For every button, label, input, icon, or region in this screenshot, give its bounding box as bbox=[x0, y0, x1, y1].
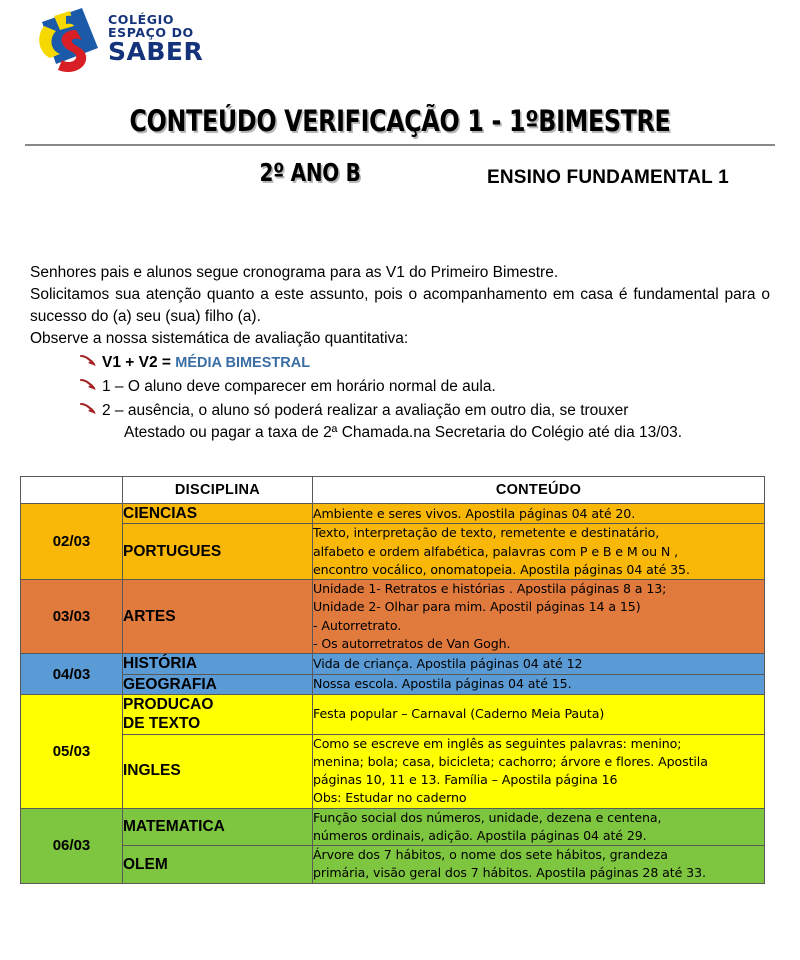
discipline-line: PORTUGUES bbox=[123, 543, 222, 561]
evaluation-rules-list bbox=[80, 352, 780, 446]
cell-date: 02/03 bbox=[21, 504, 123, 580]
title-divider bbox=[25, 144, 775, 146]
school-logo bbox=[30, 6, 330, 86]
content-line: primária, visão geral dos 7 hábitos. Apostila páginas 28 até 33. bbox=[313, 865, 706, 881]
content-line: Árvore dos 7 hábitos, o nome dos sete hábitos, grandeza bbox=[313, 847, 668, 863]
logo-mark-icon bbox=[30, 6, 102, 78]
cell-discipline bbox=[123, 524, 313, 580]
cell-discipline bbox=[123, 504, 313, 524]
table-body bbox=[21, 504, 765, 884]
table-row bbox=[21, 654, 765, 674]
logo-wordmark bbox=[108, 14, 318, 64]
cell-content bbox=[313, 580, 765, 654]
discipline-line: MATEMATICA bbox=[123, 818, 225, 836]
arrow-bullet-icon bbox=[80, 402, 98, 418]
content-line: Unidade 2- Olhar para mim. Apostil páginas 14 a 15) bbox=[313, 599, 641, 615]
logo-line-espaco: ESPAÇO DO bbox=[108, 24, 194, 40]
content-line: - Autorretrato. bbox=[313, 617, 402, 633]
table-row bbox=[21, 524, 765, 580]
column-header-discipline: DISCIPLINA bbox=[123, 477, 313, 504]
cell-discipline bbox=[123, 580, 313, 654]
discipline-line: INGLES bbox=[123, 762, 181, 780]
arrow-bullet-icon bbox=[80, 354, 98, 370]
table-row bbox=[21, 694, 765, 734]
content-line: Texto, interpretação de texto, remetente e destinatário, bbox=[313, 525, 660, 541]
cell-content bbox=[313, 846, 765, 884]
cell-content bbox=[313, 808, 765, 846]
rule-media-label: MÉDIA BIMESTRAL bbox=[175, 355, 311, 371]
page-subtitle-level: ENSINO FUNDAMENTAL 1 bbox=[487, 167, 729, 188]
logo-line-saber: SABER bbox=[108, 36, 204, 66]
list-item bbox=[80, 400, 780, 444]
content-line: Ambiente e seres vivos. Apostila páginas 04 até 20. bbox=[313, 505, 636, 521]
content-line: Obs: Estudar no caderno bbox=[313, 790, 467, 806]
cell-date: 03/03 bbox=[21, 580, 123, 654]
cell-discipline bbox=[123, 808, 313, 846]
discipline-line: ARTES bbox=[123, 607, 176, 625]
cell-content bbox=[313, 674, 765, 694]
content-line: Unidade 1- Retratos e histórias . Apostila páginas 8 a 13; bbox=[313, 581, 667, 597]
intro-paragraph-3: Observe a nossa sistemática de avaliação quantitativa: bbox=[30, 330, 409, 347]
cell-content bbox=[313, 694, 765, 734]
cell-content bbox=[313, 504, 765, 524]
content-line: menina; bola; casa, bicicleta; cachorro; árvore e flores. Apostila bbox=[313, 753, 708, 769]
arrow-bullet-icon bbox=[80, 378, 98, 394]
column-header-date bbox=[21, 477, 123, 504]
discipline-line: GEOGRAFIA bbox=[123, 675, 217, 693]
table-row bbox=[21, 734, 765, 808]
cell-discipline bbox=[123, 694, 313, 734]
content-line: alfabeto e ordem alfabética, palavras com P e B e M ou N , bbox=[313, 543, 679, 559]
logo-line-colegio: COLÉGIO bbox=[108, 12, 175, 27]
cell-content bbox=[313, 524, 765, 580]
cell-content bbox=[313, 734, 765, 808]
discipline-line: PRODUCAO bbox=[123, 695, 214, 713]
table-header bbox=[21, 477, 765, 504]
cell-date: 04/03 bbox=[21, 654, 123, 695]
rule-attendance: 1 – O aluno deve comparecer em horário normal de aula. bbox=[102, 378, 496, 395]
table-row bbox=[21, 808, 765, 846]
cell-discipline bbox=[123, 654, 313, 674]
content-line: Nossa escola. Apostila páginas 04 até 15. bbox=[313, 676, 572, 692]
rule-absence-line1: 2 – ausência, o aluno só poderá realizar a avaliação em outro dia, se trouxer bbox=[102, 402, 629, 419]
table-row bbox=[21, 846, 765, 884]
rule-media-formula: V1 + V2 = bbox=[102, 354, 171, 371]
content-line: Função social dos números, unidade, dezena e centena, bbox=[313, 809, 662, 825]
cell-content bbox=[313, 654, 765, 674]
cell-date: 05/03 bbox=[21, 694, 123, 808]
table-row bbox=[21, 580, 765, 654]
content-line: - Os autorretratos de Van Gogh. bbox=[313, 635, 511, 651]
discipline-line: OLEM bbox=[123, 855, 168, 873]
rule-absence-line2: Atestado ou pagar a taxa de 2ª Chamada.na Secretaria do Colégio até dia 13/03. bbox=[124, 424, 683, 441]
discipline-line: CIENCIAS bbox=[123, 505, 198, 522]
cell-discipline bbox=[123, 734, 313, 808]
cell-discipline bbox=[123, 846, 313, 884]
page-subtitle-class: 2º ANO B bbox=[259, 158, 361, 187]
page-title: CONTEÚDO VERIFICAÇÃO 1 - 1ºBIMESTRE bbox=[129, 104, 671, 138]
list-item bbox=[80, 376, 780, 398]
content-line: encontro vocálico, onomatopeia. Apostila páginas 04 até 35. bbox=[313, 561, 690, 577]
intro-paragraph-2: Solicitamos sua atenção quanto a este assunto, pois o acompanhamento em casa é fundamental para o sucesso do (a) seu (sua) filho (a). bbox=[30, 286, 770, 325]
list-item bbox=[80, 352, 780, 374]
table-row bbox=[21, 674, 765, 694]
cell-discipline bbox=[123, 674, 313, 694]
content-line: páginas 10, 11 e 13. Família – Apostila página 16 bbox=[313, 772, 618, 788]
content-line: números ordinais, adição. Apostila páginas 04 até 29. bbox=[313, 827, 647, 843]
schedule-table bbox=[20, 476, 765, 884]
cell-date: 06/03 bbox=[21, 808, 123, 883]
discipline-line: HISTÓRIA bbox=[123, 655, 198, 673]
column-header-content: CONTEÚDO bbox=[313, 477, 765, 504]
intro-paragraph-1: Senhores pais e alunos segue cronograma para as V1 do Primeiro Bimestre. bbox=[30, 264, 559, 281]
content-line: Como se escreve em inglês as seguintes palavras: menino; bbox=[313, 735, 682, 751]
content-line: Vida de criança. Apostila páginas 04 até 12 bbox=[313, 655, 583, 671]
content-line: Festa popular – Carnaval (Caderno Meia Pauta) bbox=[313, 706, 605, 722]
table-header-row bbox=[21, 477, 765, 504]
table-row bbox=[21, 504, 765, 524]
discipline-line: DE TEXTO bbox=[123, 715, 201, 733]
intro-text bbox=[30, 262, 770, 350]
